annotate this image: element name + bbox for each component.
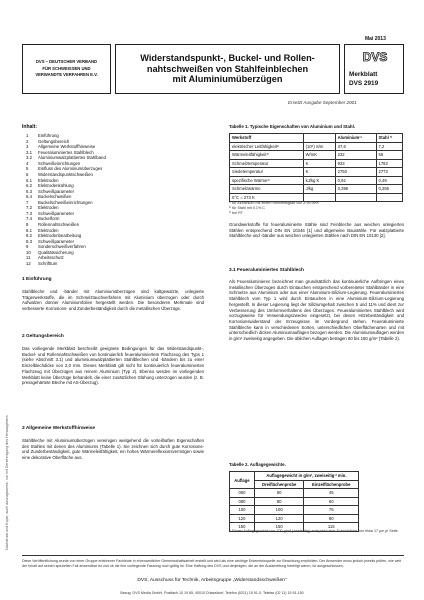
- table-footnote: ²⁾ für Stahl mit 0,1% C: [229, 206, 265, 210]
- toc-title: Inhalt:: [22, 124, 37, 130]
- toc-number: 3.1: [26, 149, 32, 155]
- title-line: mit Aluminiumüberzügen: [172, 74, 283, 85]
- toc-label: Allgemeine Werkstoffhinweise: [38, 144, 96, 150]
- table-cell: 0,396: [335, 185, 376, 194]
- toc-number: 11: [26, 255, 31, 261]
- table-cell: J/kg: [303, 185, 335, 194]
- toc-number: 7.4: [26, 216, 32, 222]
- table-header-cell: Stahl ²⁾: [376, 134, 403, 143]
- toc-label: Elektrodenkühlung: [38, 183, 74, 189]
- table-cell: 1783: [376, 159, 403, 168]
- toc-label: Buckelform: [38, 216, 60, 222]
- table-cell: 0,255: [376, 185, 403, 194]
- table-cell: 60: [304, 497, 359, 506]
- toc-label: Schrifttum: [38, 260, 58, 266]
- section-text: Grundwerkstoffe für feueraluminierte Stähle sind Feinbleche aus weichen unlegierten Stählen entsprechend DIN EN 10346 [1] und allgemeine Baustähle. Für walzplattierte Stahlbleche und -bänder aus weichen unlegierten Stählen nach DIN EN 10130 [2].: [229, 222, 404, 239]
- toc-number: 3: [26, 144, 29, 150]
- table2-note: ¹⁾ Einem Auflagegewicht von 100 g/m² (zweiseitig) entspricht eine Schichtdicke von etwa 17 µm je Seite.: [229, 529, 399, 533]
- toc-label: Widerstandspunktschweißen: [38, 171, 93, 177]
- toc-number: 7.3: [26, 210, 32, 216]
- section-text: Als Feueraluminieren bezeichnet man grundsätzlich das kontinuierliche Aufbringen eines metallischen Überzuges durch Eintauchen entsprechend vorbereiteter Stahlbänder in eine Schmelze aus Aluminium oder aus einer Aluminium-Silizium-Legierung. Feueraluminiertes Stahlblech vom Typ 1 wird durch Eintauchen in eine Aluminium-Silizium-Legierung hergestellt. In dieser Legierung liegt der Siliziumgehalt zwischen 5 und 11% und dient zur Verbesserung des Umformverhaltens des Überzuges. Feueraluminiertes Stahlblech wird vorzugsweise für Verwendungszwecke eingesetzt, bei denen Hitzebeständigkeit und Korrosionswiderstand der Erzeugnisse im Vordergrund stehen. Feueraluminierte Stahlbleche kann in verschiedenen Sorten, unterschiedlichen Oberflächenarten und mit unterschiedlich dicken Aluminiumauflagen bezogen werden. Die Aluminiumauflagen werden in g/m² zweiseitig angegeben. Die üblichen Auflagen betragen 60 bis 150 g/m² (Tabelle 2).: [229, 279, 404, 342]
- toc-label: Schweißparameter: [38, 238, 75, 244]
- toc-number: 8: [26, 222, 29, 227]
- table-cell: 0,49: [376, 176, 403, 185]
- table-cell: 80: [254, 497, 304, 506]
- copyright-side-note: Nachdruck und Kopie, auch auszugsweise, nur mit Genehmigung des Herausgebers: [5, 415, 9, 550]
- table-row: [230, 497, 359, 506]
- toc-number: 8.2: [26, 233, 32, 239]
- table-header-cell: Werkstoff: [230, 134, 304, 143]
- toc-number: 10: [26, 249, 31, 255]
- title-line: Widerstandspunkt-, Buckel- und Rollen-: [140, 53, 315, 64]
- toc-label: Elektroden: [38, 205, 59, 211]
- merkblatt-number: DVS 2919: [349, 80, 379, 87]
- table1-notes: [229, 201, 403, 216]
- table-cell: 120: [230, 514, 255, 523]
- table-row: [230, 489, 359, 498]
- table-cell: K: [303, 159, 335, 168]
- publisher-line: VERWANDTE VERFAHREN E.V.: [35, 72, 98, 78]
- table-cell: Wärmeleitfähigkeit³⁾: [230, 151, 304, 160]
- table-row: [230, 514, 359, 523]
- toc-number: 6.2: [26, 183, 32, 189]
- toc-number: 7.2: [26, 205, 32, 211]
- disclaimer-text: Diese Veröffentlichung wurde von einer Gruppe erfahrener Fachleute in ehrenamtlicher Gemeinschaftsarbeit erstellt und wird als eine wichtige Erkenntnisquelle zur Beachtung empfohlen. Der Anwender muss jedoch jeweils prüfen, wie weit der Inhalt auf seinen speziellen Fall anwendbar ist und ob die ihm vorliegende Fassung noch gültig ist. Eine Haftung des DVS und derjenigen, die an der Ausarbeitung beteiligt waren, ist ausgeschlossen.: [22, 559, 402, 568]
- table-cell: spezifische Wärme³⁾: [230, 176, 304, 185]
- toc-label: Geltungsbereich: [38, 138, 70, 144]
- table-cell: 37,6: [335, 142, 376, 151]
- section-title: 2 Geltungsbereich: [22, 334, 64, 339]
- toc-number: 9: [26, 244, 29, 250]
- table-row: [230, 168, 403, 177]
- table-cell: 60: [254, 489, 304, 498]
- toc-label: Rollennahtschweißen: [38, 222, 80, 227]
- table-header-cell: Auflage: [230, 472, 255, 489]
- section-text: Stahlbleche mit Aluminiumüberzügen vereinigen weitgehend die vorteilhaften Eigenschaften des Stahles mit denen des Aluminiums (Tabelle 1). Sie zeichnen sich durch gute Korrosions- und Zunderbeständigkeit, gute Wärmeleitfähigkeit, ein hohes Wärmereflexionsvermögen sowie eine dekorative Oberfläche aus.: [22, 438, 204, 461]
- merkblatt-label: Merkblatt: [349, 71, 378, 78]
- table-cell: elektrischer Leitfähigkeit³⁾: [230, 142, 304, 151]
- table-cell: Siedetemperatur: [230, 168, 304, 177]
- toc-number: 6: [26, 171, 29, 177]
- section-title: 1 Einführung: [22, 277, 52, 282]
- table-cell: 060: [230, 489, 255, 498]
- table-footnote: ¹⁾ für Aluminium mit einem Reinheitsgrad von ≥ 99,99%: [229, 201, 319, 205]
- table-cell: 75: [304, 506, 359, 515]
- table-cell: Schmelzwärme: [230, 185, 304, 194]
- table-cell: 90: [304, 514, 359, 523]
- ordering-info: Bezug: DVS Media GmbH, Postfach 10 19 65, 40010 Düsseldorf, Telefon (0211) 15 91-0, Telefax (02 11) 15 91-150: [120, 591, 304, 595]
- table-cell: Schmelztemperatur: [230, 159, 304, 168]
- table-cell: 7,2: [376, 142, 403, 151]
- toc-entry: [26, 261, 206, 267]
- dvs-logo: [350, 50, 400, 64]
- publisher-line: FÜR SCHWEISSEN UND: [42, 65, 91, 71]
- table-header-row: [230, 472, 359, 481]
- toc-label: Einführung: [38, 133, 59, 138]
- table-cell: K: [303, 168, 335, 177]
- toc-number: 6.4: [26, 194, 32, 200]
- coating-weight-table: [229, 471, 359, 532]
- toc-number: 1: [26, 133, 29, 138]
- table1-caption: Tabelle 1. Typische Eigenschaften von Aluminium und Stahl.: [229, 124, 356, 129]
- table-cell: 45: [304, 489, 359, 498]
- title-line: nahtschweißen von Stahlfeinblechen: [146, 63, 309, 74]
- table-cell: 232: [335, 151, 376, 160]
- table-row: [230, 142, 403, 151]
- table-cell: 100: [254, 506, 304, 515]
- table-header-cell: Einzelflächenprobe: [304, 480, 359, 489]
- toc-label: Elektroden: [38, 177, 59, 183]
- issue-date: Mai 2013: [365, 36, 386, 42]
- table-row: [230, 159, 403, 168]
- table-of-contents: [26, 133, 206, 267]
- table-cell: (10⁶) S/m: [303, 142, 335, 151]
- toc-label: Qualitätssicherung: [38, 249, 74, 255]
- toc-number: 6.3: [26, 188, 32, 194]
- section-title: 3 Allgemeine Werkstoffhinweise: [22, 426, 96, 431]
- table-row: [230, 506, 359, 515]
- toc-number: 7: [26, 199, 29, 205]
- toc-label: Einfluss des Aluminiumüberzuges: [38, 166, 103, 172]
- footer-divider: [22, 555, 404, 556]
- table-cell: 0,92: [335, 176, 376, 185]
- table-cell: 0°C = 273 K: [230, 193, 304, 202]
- table-header-cell: Aluminium¹⁾: [335, 134, 376, 143]
- table-header-cell: Auflagegewicht in g/m², zweiseitig¹⁾ min.: [254, 472, 358, 481]
- table-cell: 2750: [335, 168, 376, 177]
- logo-text: DVS: [362, 50, 388, 64]
- toc-number: 8.1: [26, 227, 32, 233]
- toc-number: 12: [26, 260, 31, 266]
- table-cell: W/mK: [303, 151, 335, 160]
- table-cell: 2773: [376, 168, 403, 177]
- properties-table: [229, 133, 403, 202]
- table-cell: 933: [335, 159, 376, 168]
- toc-number: 5: [26, 166, 29, 172]
- merkblatt-box: [344, 44, 404, 94]
- toc-label: Sonderschweißverfahren: [38, 244, 86, 250]
- toc-label: Elektroden: [38, 227, 59, 233]
- table-row: [230, 185, 403, 194]
- table-footnote: ³⁾ bei RT: [229, 211, 243, 215]
- toc-number: 2: [26, 138, 29, 144]
- toc-label: Buckelschweißeinrichtungen: [38, 199, 93, 205]
- committee-line: DVS, Ausschuss für Technik, Arbeitsgruppe „Widerstandsschweißen": [137, 578, 287, 583]
- toc-label: Buckelschweißen: [38, 194, 72, 200]
- toc-number: 8.3: [26, 238, 32, 244]
- table-cell: 100: [230, 506, 255, 515]
- table-cell: 120: [254, 514, 304, 523]
- publisher-line: DVS – DEUTSCHER VERBAND: [35, 59, 98, 65]
- toc-label: Aluminiumwalzplattiertes Stahlband: [38, 155, 106, 161]
- section-title: 3.1 Feueraluminiertes Stahlblech: [229, 268, 304, 273]
- table-row: [230, 176, 403, 185]
- document-title-box: [115, 44, 340, 94]
- table-cell: 115: [304, 523, 359, 532]
- table-cell: 080: [230, 497, 255, 506]
- table-header-row: [230, 134, 403, 143]
- toc-label: Schweißparameter: [38, 188, 75, 194]
- toc-number: 4: [26, 160, 29, 166]
- table-header-cell: [303, 134, 335, 143]
- toc-label: Feueraluminiertes Stahlblech: [38, 149, 94, 155]
- table-cell: 150: [230, 523, 255, 532]
- replaces-edition: Ersetzt Ausgabe September 2001: [288, 100, 357, 105]
- toc-number: 6.1: [26, 177, 32, 183]
- publisher-box: [22, 44, 111, 94]
- toc-number: 3.2: [26, 155, 32, 161]
- table2-caption: Tabelle 2. Auflagegewichte.: [229, 462, 286, 467]
- table-header-cell: Dreiflächenprobe: [254, 480, 304, 489]
- toc-label: Elektrodenbearbeitung: [38, 233, 82, 239]
- section-text: Das vorliegende Merkblatt beschreibt geeignete Bedingungen für das Widerstandspunkt-, Buckel- und Rollennahtschweißen von kontinuierlich feueraluminiertem Flachzeug des Typs 1 (siehe Abschnitt 3.1) und aluminiumwalzplattierten Stahlblechen und -bändern bis zu einer Einzelblechdicke von 2,0 mm. Dieses Merkblatt gilt nicht für kontinuierlich feueraluminiertes Flachzeug mit Überzügen aus reinem Aluminium (Typ 2). Ebenso werden im vorliegenden Merkblatt keine Überzüge behandelt, die einer zusätzlichen Glühung unterzogen wurden (z. B. pressgehärtete Bleche mit AS-Überzug).: [22, 346, 204, 386]
- table-cell: kJ/kg K: [303, 176, 335, 185]
- toc-label: Schweißeinrichtungen: [38, 160, 81, 166]
- toc-label: Arbeitsschutz: [38, 255, 64, 261]
- section-text: Stahlbleche und -bänder mit Aluminiumüberzügen sind kaltgewalzte, unlegierte Trägerwerkstoffe, die im Schmelztauchverfahren mit Aluminium überzogen oder durch Aufwalzen dünner Aluminiumfolien hergestellt werden. Die besonderen Merkmale sind verbesserte Korrosions- und Zunderbeständigkeit durch die metallischen Überzüge.: [22, 289, 204, 312]
- table-cell: 150: [254, 523, 304, 532]
- toc-label: Schweißparameter: [38, 210, 75, 216]
- table-cell: 55: [376, 151, 403, 160]
- table-row: [230, 151, 403, 160]
